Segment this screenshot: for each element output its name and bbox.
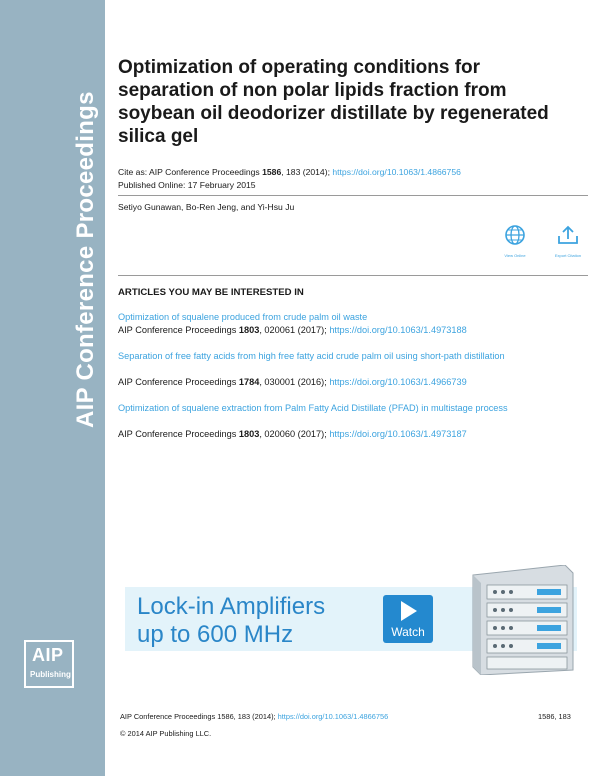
export-citation-button[interactable] — [552, 224, 584, 258]
cite-as-line — [118, 167, 461, 177]
footer-cite: AIP Conference Proceedings 1586, 183 (2014); — [120, 712, 278, 721]
related-cite-volume: 1803 — [238, 325, 260, 335]
related-cite-prefix: AIP Conference Proceedings — [118, 325, 239, 335]
logo-sub-text: Publishing — [30, 670, 71, 679]
related-article-title[interactable]: Optimization of squalene produced from crude palm oil waste — [118, 312, 368, 322]
view-online-button[interactable] — [502, 224, 528, 258]
related-heading: ARTICLES YOU MAY BE INTERESTED IN — [118, 287, 304, 298]
divider — [118, 195, 588, 196]
related-article-cite — [118, 325, 467, 335]
advertisement-banner[interactable] — [125, 565, 577, 675]
footer-page-number: 1586, 183 — [538, 712, 571, 721]
doi-link[interactable]: https://doi.org/10.1063/1.4866756 — [332, 167, 461, 177]
article-title: Optimization of operating conditions for separation of non polar lipids fraction from soybean oil deodorizer distillate by regenerated silica gel — [118, 57, 549, 147]
authors: Setiyo Gunawan, Bo-Ren Jeng, and Yi-Hsu Ju — [118, 202, 295, 212]
related-article-title[interactable]: Optimization of squalene extraction from Palm Fatty Acid Distillate (PFAD) in multistage process — [118, 403, 508, 413]
cite-prefix: Cite as: AIP Conference Proceedings — [118, 167, 263, 177]
related-article-cite — [118, 429, 467, 439]
related-cite-rest: , 020060 (2017); — [259, 429, 330, 439]
watch-button[interactable] — [383, 595, 433, 643]
related-doi-link[interactable]: https://doi.org/10.1063/1.4973187 — [329, 429, 467, 439]
ad-line-2: up to 600 MHz — [137, 621, 294, 648]
view-online-label: View Online — [504, 253, 526, 258]
footer-copyright: © 2014 AIP Publishing LLC. — [120, 729, 212, 738]
cite-rest: , 183 (2014); — [281, 167, 333, 177]
related-cite-prefix: AIP Conference Proceedings — [118, 377, 239, 387]
logo-main-text: AIP — [32, 645, 64, 665]
instrument-rack-image — [443, 565, 577, 675]
related-cite-prefix: AIP Conference Proceedings — [118, 429, 239, 439]
ad-line-1: Lock-in Amplifiers — [137, 593, 326, 620]
globe-icon — [504, 224, 526, 246]
cite-volume: 1586 — [262, 167, 282, 177]
footer-doi-link[interactable]: https://doi.org/10.1063/1.4866756 — [277, 712, 389, 721]
play-icon — [401, 601, 417, 621]
sidebar — [0, 0, 105, 776]
journal-title: AIP Conference Proceedings — [72, 91, 99, 428]
related-doi-link[interactable]: https://doi.org/10.1063/1.4966739 — [329, 377, 467, 387]
export-citation-label: Export Citation — [554, 253, 582, 258]
related-article-title[interactable]: Separation of free fatty acids from high free fatty acid crude palm oil using short-path distillation — [118, 351, 505, 361]
ad-headline — [137, 593, 325, 649]
related-cite-rest: , 030001 (2016); — [259, 377, 330, 387]
related-cite-volume: 1784 — [238, 377, 260, 387]
watch-label: Watch — [391, 625, 425, 639]
related-cite-rest: , 020061 (2017); — [259, 325, 330, 335]
aip-publishing-logo[interactable] — [24, 640, 74, 688]
related-doi-link[interactable]: https://doi.org/10.1063/1.4973188 — [329, 325, 467, 335]
divider — [118, 275, 588, 276]
published-date: Published Online: 17 February 2015 — [118, 180, 256, 190]
export-icon — [556, 224, 580, 246]
footer-citation — [120, 712, 388, 721]
related-cite-volume: 1803 — [238, 429, 260, 439]
related-article-cite — [118, 377, 467, 387]
